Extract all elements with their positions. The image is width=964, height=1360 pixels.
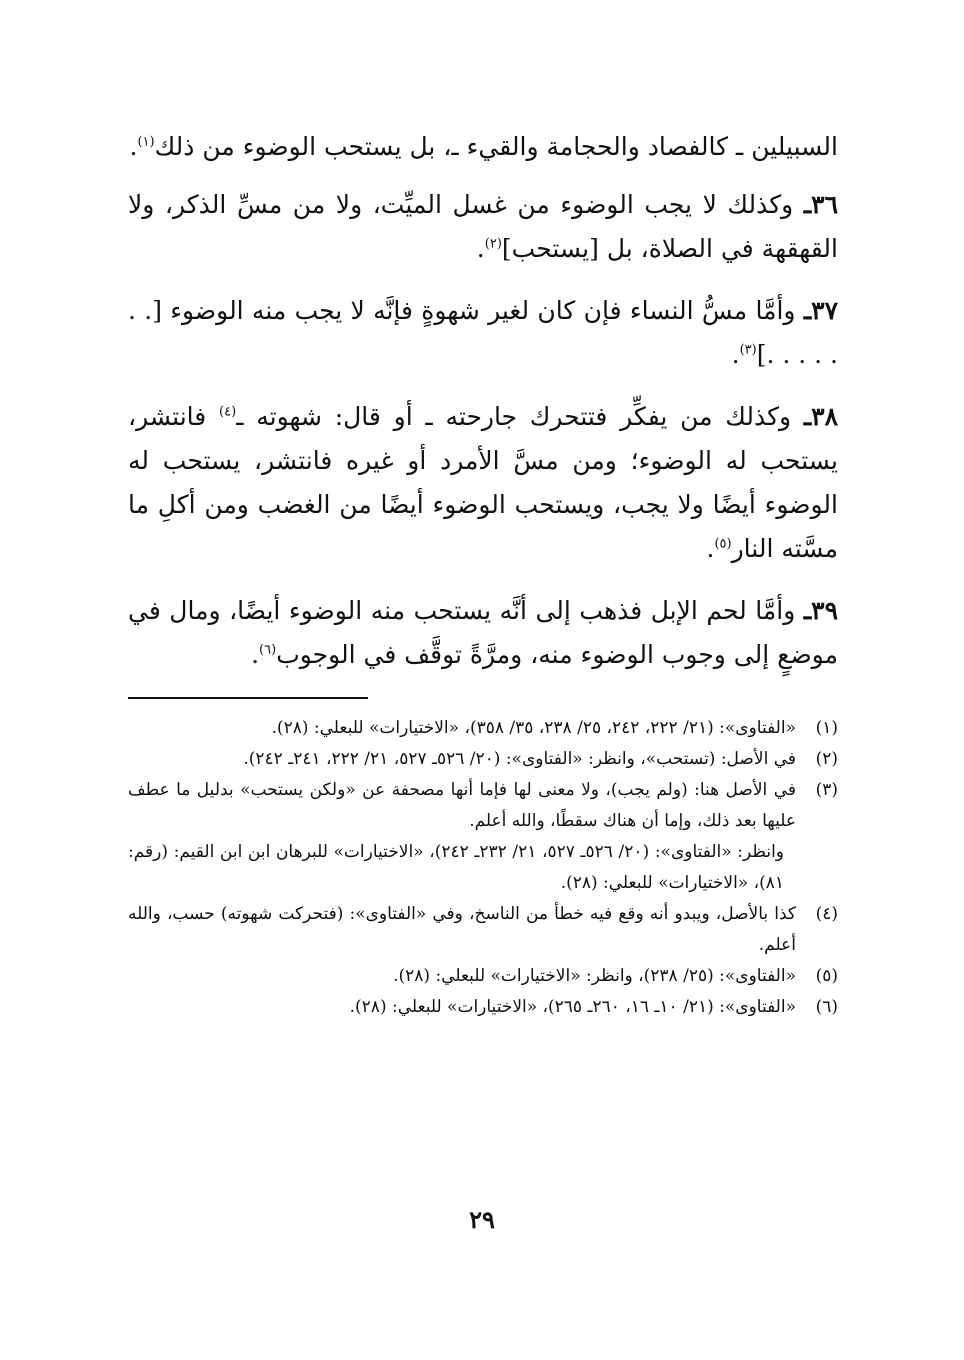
footnote-4 bbox=[128, 899, 838, 961]
footnote-ref[interactable]: (٣) bbox=[739, 342, 757, 358]
footnote-number: (٣) bbox=[815, 780, 838, 800]
paragraph-number: ٣٦ـ bbox=[803, 190, 838, 219]
footnote-3-continued bbox=[128, 837, 838, 899]
footnote-text: في الأصل: (تستحب»، وانظر: «الفتاوى»: (٢٠/ ٥٢٦ـ ٥٢٧، ٢١/ ٢٢٢، ٢٤١ـ ٢٤٢). bbox=[243, 749, 796, 769]
paragraph-37 bbox=[128, 289, 838, 377]
footnote-3 bbox=[128, 775, 838, 837]
paragraph-number: ٣٧ـ bbox=[803, 296, 838, 325]
footnote-ref[interactable]: (٢) bbox=[484, 236, 502, 252]
footnote-divider bbox=[128, 697, 368, 699]
footnote-number: (٢) bbox=[815, 749, 838, 769]
footnote-number: (١) bbox=[815, 718, 838, 738]
footnote-ref[interactable]: (٥) bbox=[714, 536, 732, 552]
paragraph-end: . bbox=[251, 640, 260, 669]
footnote-text: وانظر: «الفتاوى»: (٢٠/ ٥٢٦ـ ٥٢٧، ٢١/ ٢٣٢ـ ٢٤٢)، «الاختيارات» للبرهان ابن ابن القيم: (رقم: ٨١)، «الاختيارات» للبعلي: (٢٨). bbox=[128, 842, 785, 893]
footnote-text: «الفتاوى»: (٢٥/ ٢٣٨)، وانظر: «الاختيارات» للبعلي: (٢٨). bbox=[393, 966, 796, 986]
footnote-6 bbox=[128, 992, 838, 1023]
paragraph-39 bbox=[128, 589, 838, 677]
paragraph-36 bbox=[128, 183, 838, 271]
paragraph-end: . bbox=[129, 132, 138, 161]
footnote-ref[interactable]: (٦) bbox=[259, 642, 277, 658]
footnote-ref[interactable]: (٤) bbox=[219, 404, 237, 420]
paragraph-end: . bbox=[476, 234, 485, 263]
paragraph-continued bbox=[128, 125, 838, 169]
footnote-1 bbox=[128, 713, 838, 744]
paragraph-end: . bbox=[706, 534, 715, 563]
footnote-number bbox=[796, 837, 838, 899]
footnote-text: «الفتاوى»: (٢١/ ١٠ـ ١٦، ٢٦٠ـ ٢٦٥)، «الاختيارات» للبعلي: (٢٨). bbox=[349, 997, 796, 1017]
footnote-5 bbox=[128, 961, 838, 992]
footnote-text: كذا بالأصل، ويبدو أنه وقع فيه خطأ من الناسخ، وفي «الفتاوى»: (فتحركت شهوته) حسب، والله أعلم. bbox=[128, 904, 796, 955]
page-body bbox=[128, 125, 838, 1023]
paragraph-number: ٣٨ـ bbox=[803, 402, 839, 431]
paragraph-text: وأمَّا لحم الإبل فذهب إلى أنَّه يستحب منه الوضوء أيضًا، ومال في موضعٍ إلى وجوب الوضوء منه، ومرَّةً توقَّف في الوجوب bbox=[128, 596, 838, 669]
paragraph-text: السبيلين ـ كالفصاد والحجامة والقيء ـ، بل يستحب الوضوء من ذلك bbox=[154, 132, 838, 161]
footnote-number: (٥) bbox=[815, 966, 838, 986]
footnote-ref[interactable]: (١) bbox=[137, 134, 155, 150]
footnote-text: «الفتاوى»: (٢١/ ٢٢٢، ٢٤٢، ٢٥/ ٢٣٨، ٣٥/ ٣٥٨)، «الاختيارات» للبعلي: (٢٨). bbox=[271, 718, 796, 738]
footnote-2 bbox=[128, 744, 838, 775]
paragraph-text-cont: فانتشر، يستحب له الوضوء؛ ومن مسَّ الأمرد أو غيره فانتشر، يستحب له الوضوء أيضًا ولا يجب، ويستحب الوضوء أيضًا من الغضب ومن أكلِ ما مسَّته النار bbox=[128, 402, 838, 563]
page-number: ٢٩ bbox=[469, 1205, 495, 1234]
paragraph-text: وكذلك لا يجب الوضوء من غسل الميِّت، ولا من مسِّ الذكر، ولا القهقهة في الصلاة، بل [يستحب] bbox=[128, 190, 838, 263]
paragraph-text: وأمَّا مسُّ النساء فإن كان لغير شهوةٍ فإنَّه لا يجب منه الوضوء [. . . . . . .] bbox=[128, 296, 838, 369]
footnote-number: (٤) bbox=[815, 904, 838, 924]
paragraph-text: وكذلك من يفكِّر فتتحرك جارحته ـ أو قال: شهوته ـ bbox=[236, 402, 792, 431]
paragraph-end: . bbox=[731, 340, 740, 369]
footnote-number: (٦) bbox=[815, 997, 838, 1017]
paragraph-number: ٣٩ـ bbox=[803, 596, 838, 625]
footnote-text: في الأصل هنا: (ولم يجب)، ولا معنى لها فإما أنها مصحفة عن «ولكن يستحب» بدليل ما عطف عليها بعد ذلك، وإما أن هناك سقطًا، والله أعلم. bbox=[128, 780, 796, 831]
paragraph-38 bbox=[128, 395, 838, 571]
